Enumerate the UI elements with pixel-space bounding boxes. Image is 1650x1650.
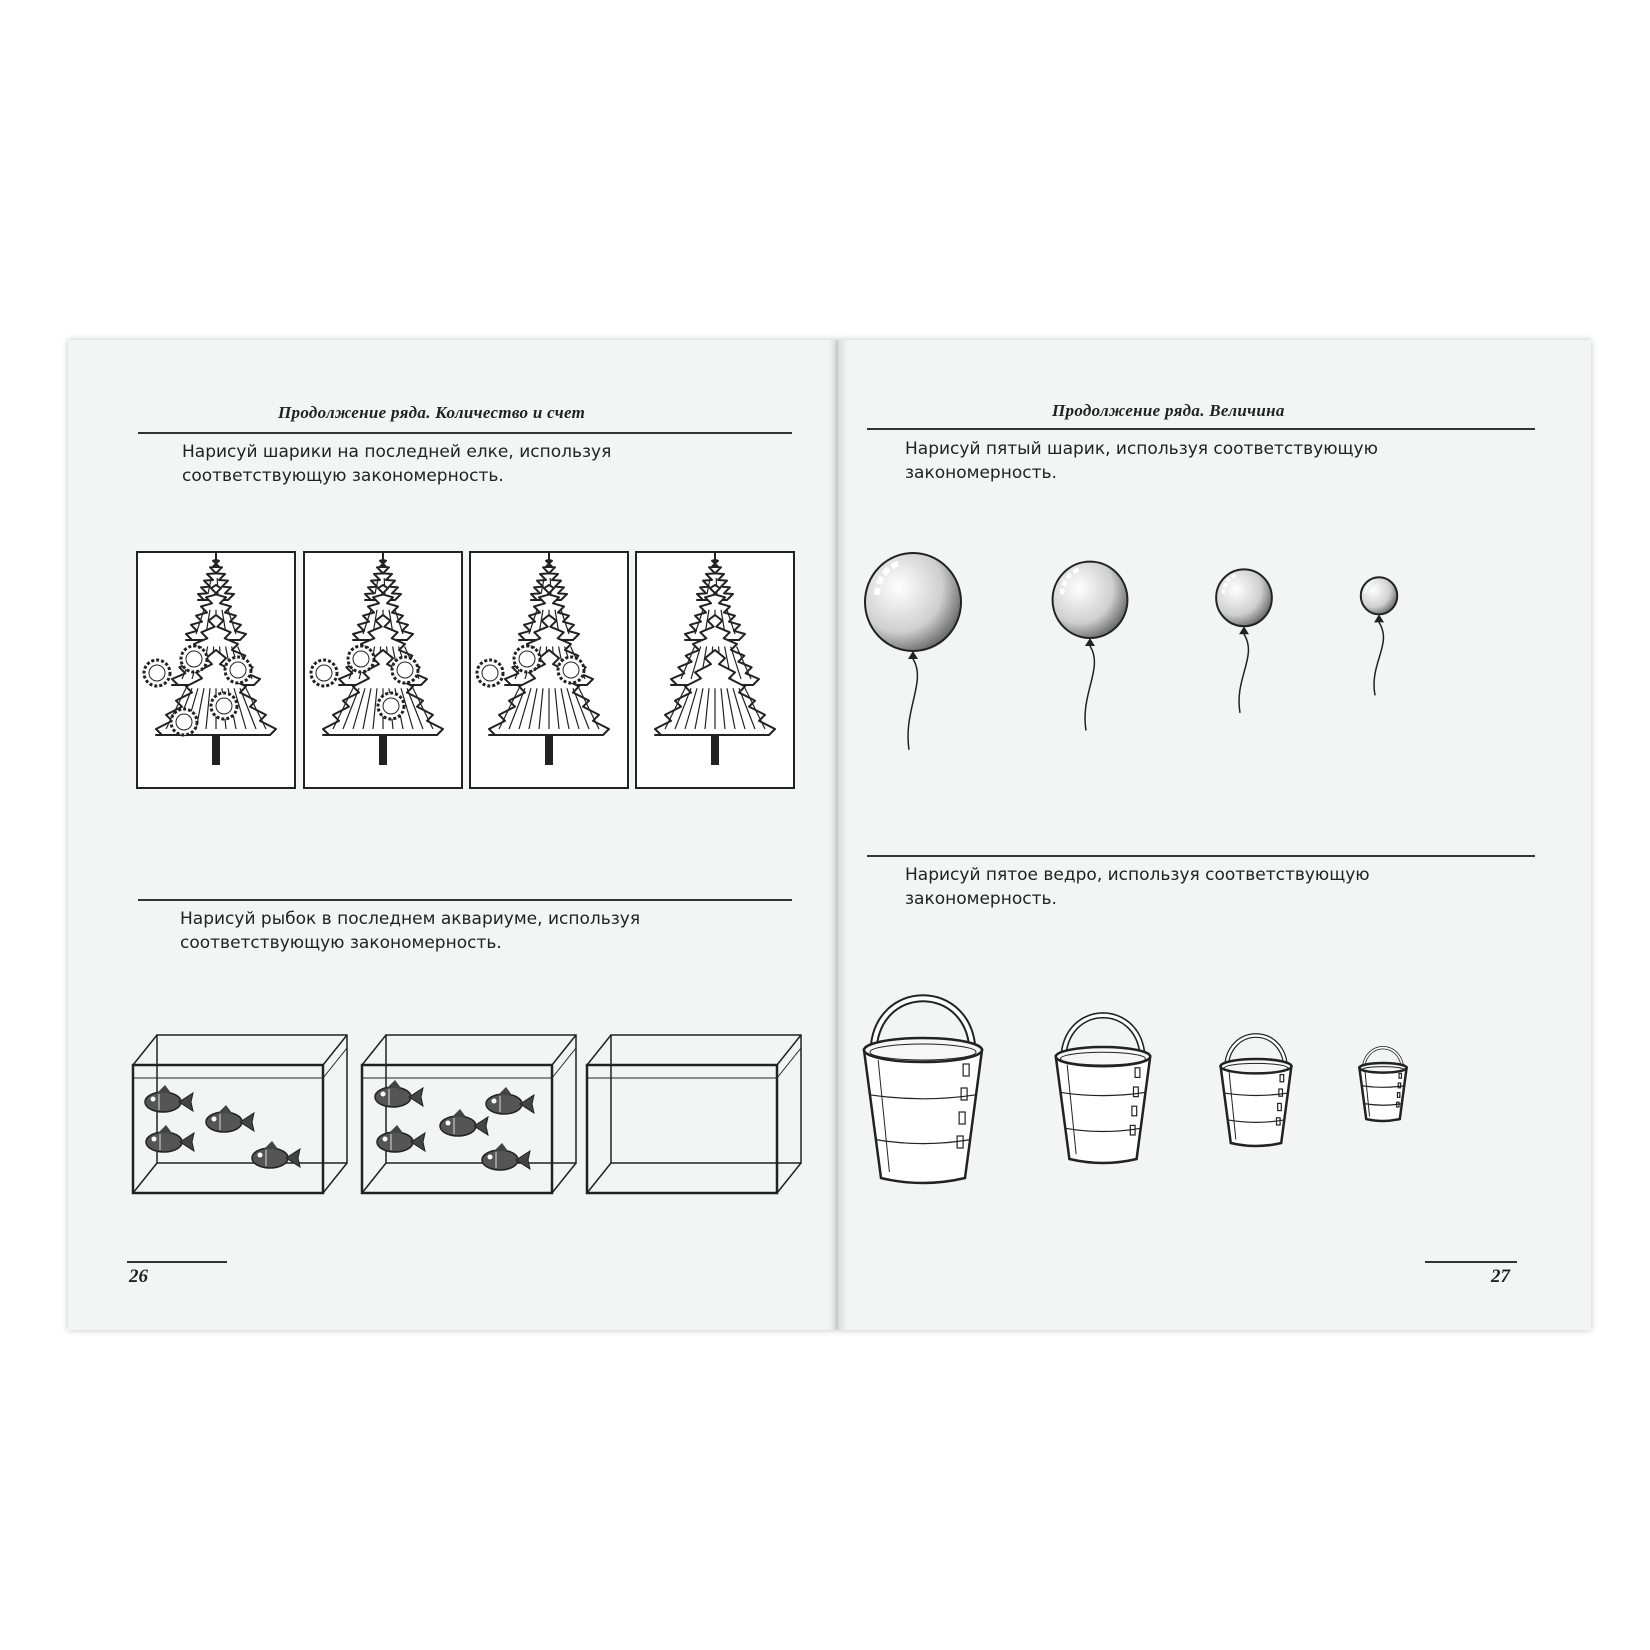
bucket-icon bbox=[864, 998, 982, 1183]
bucket-icon bbox=[1221, 1036, 1292, 1146]
left-task-2-line-1: Нарисуй рыбок в последнем аквариуме, используя bbox=[180, 909, 641, 929]
left-running-head: Продолжение ряда. Количество и счет bbox=[278, 403, 586, 422]
right-running-head: Продолжение ряда. Величина bbox=[1052, 401, 1285, 420]
right-task-2-line-2: закономерность. bbox=[905, 889, 1057, 909]
left-task-2-line-2: соответствующую закономерность. bbox=[180, 933, 502, 953]
left-task-1-line-1: Нарисуй шарики на последней елке, используя bbox=[182, 442, 612, 462]
bucket-icon bbox=[1056, 1015, 1150, 1163]
left-task-1-line-2: соответствующую закономерность. bbox=[182, 466, 504, 486]
right-task-1-line-2: закономерность. bbox=[905, 463, 1057, 483]
bucket-icon bbox=[1359, 1048, 1406, 1121]
right-page-number: 27 bbox=[1491, 1266, 1510, 1287]
right-task-1-line-1: Нарисуй пятый шарик, используя соответствующую bbox=[905, 439, 1378, 459]
right-footer-rule bbox=[1425, 1261, 1517, 1263]
right-task-2-line-1: Нарисуй пятое ведро, используя соответствующую bbox=[905, 865, 1370, 885]
left-page-number: 26 bbox=[129, 1266, 148, 1287]
